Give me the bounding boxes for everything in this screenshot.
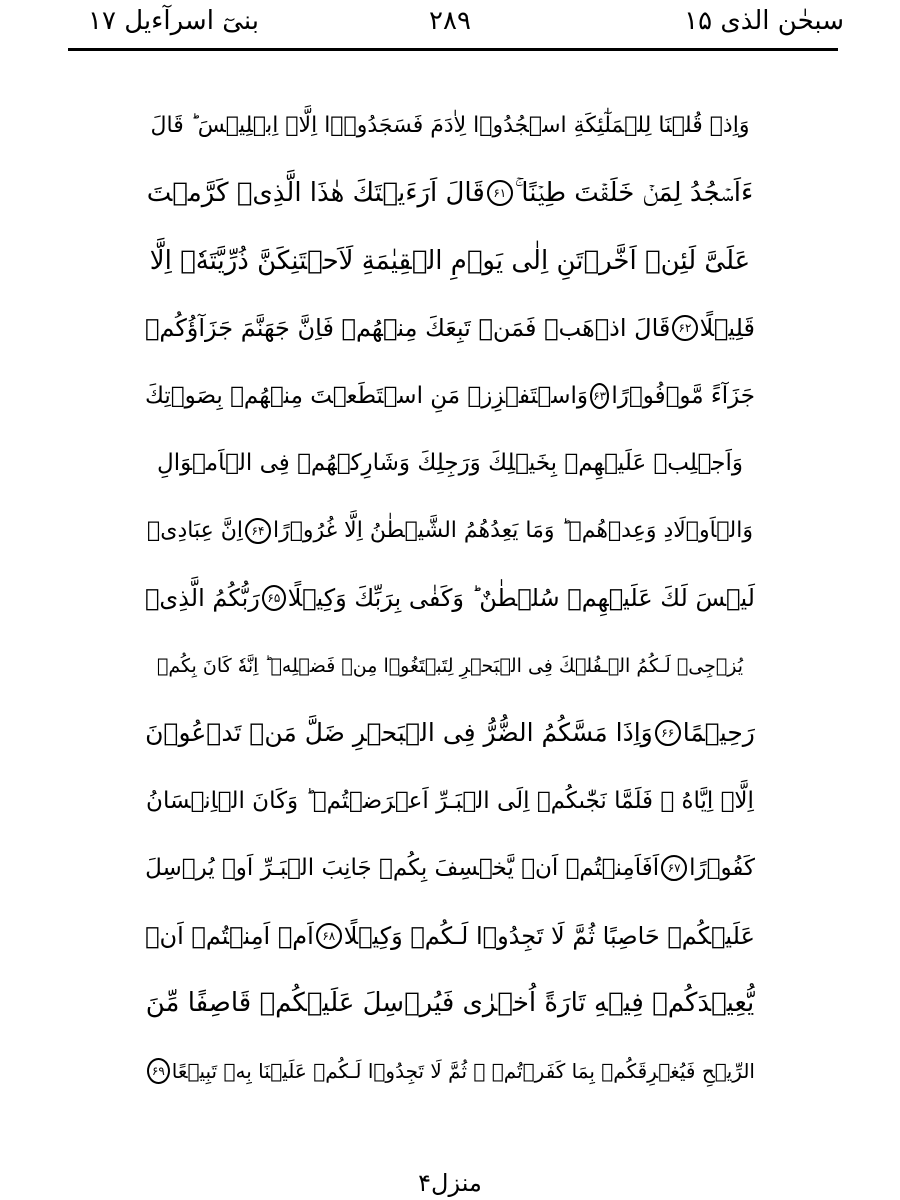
ayah-number-marker: ۶۲ <box>672 315 697 341</box>
text-line <box>145 632 755 700</box>
verse-text: وَاِذۡ قُلۡنَا لِلۡمَلٰٓئِكَةِ اسۡجُدُوۡا لِاٰدَمَ فَسَجَدُوۡۤا اِلَّاۤ اِبۡلِيۡسَ ؕ قَالَ <box>150 112 750 138</box>
text-line <box>145 700 755 768</box>
ayah-number-marker: ۶۴ <box>245 518 271 544</box>
ayah-number-marker: ۶۸ <box>316 923 342 949</box>
header-rule <box>68 48 838 51</box>
verse-text: اَمۡ اَمِنۡتُمۡ اَنۡ <box>145 921 314 950</box>
page-number: ۲۸۹ <box>429 6 471 36</box>
text-line <box>145 565 755 633</box>
verse-text: وَاِذَا مَسَّكُمُ الضُّرُّ فِى الۡبَحۡرِ ضَلَّ مَنۡ تَدۡعُوۡنَ <box>145 718 653 748</box>
text-line <box>145 227 755 295</box>
verse-text: اِلَّاۤ اِيَّاهُ ۚ فَلَمَّا نَجّٰٮكُمۡ اِلَى الۡبَـرِّ اَعۡرَضۡتُمۡ ؕ وَكَانَ الۡاِنۡسَانُ <box>146 787 754 814</box>
text-line <box>145 295 755 363</box>
verse-text: لَيۡسَ لَكَ عَلَيۡهِمۡ سُلۡطٰنٌ ؕ وَكَفٰى بِرَبِّكَ وَكِيۡلًا <box>287 584 755 613</box>
text-line <box>145 835 755 903</box>
text-line <box>145 92 755 160</box>
text-line <box>145 970 755 1038</box>
verse-text: وَالۡاَوۡلَادِ وَعِدۡهُمۡ ؕ وَمَا يَعِدُهُمُ الشَّيۡطٰنُ اِلَّا غُرُوۡرًا <box>272 517 753 543</box>
text-line <box>145 767 755 835</box>
verse-text: قَالَ اَرَءَيۡتَكَ هٰذَا الَّذِىۡ كَرَّمۡتَ <box>146 178 485 209</box>
page-header <box>0 4 900 44</box>
text-line <box>145 902 755 970</box>
verse-text: قَلِيۡلًا <box>699 314 755 343</box>
text-line <box>145 430 755 498</box>
text-line <box>145 497 755 565</box>
verse-text: ءَاَسۡجُدُ لِمَنۡ خَلَقۡتَ طِيۡنًا ۚ <box>514 178 754 209</box>
verse-text: جَزَآءً مَّوۡفُوۡرًا <box>611 382 755 409</box>
verse-text: اِنَّ عِبَادِىۡ <box>147 517 243 543</box>
verse-text: قَالَ اذۡهَبۡ فَمَنۡ تَبِعَكَ مِنۡهُمۡ فَاِنَّ جَهَنَّمَ جَزَآؤُكُمۡ <box>145 314 671 343</box>
juz-name: سبحٰن الذی ۱۵ <box>684 6 844 36</box>
verse-text: رَحِيۡمًا <box>682 718 755 748</box>
verse-text: كَفُوۡرًا <box>689 855 755 882</box>
ayah-number-marker: ۶۹ <box>147 1058 170 1084</box>
verse-text: عَلَىَّ لَئِنۡ اَخَّرۡتَنِ اِلٰى يَوۡمِ الۡقِيٰمَةِ لَاَحۡتَنِكَنَّ ذُرِّيَّتَهٗۤ اِلَّا <box>149 245 751 276</box>
page-footer <box>0 1168 900 1198</box>
ayah-number-marker: ۶۶ <box>655 720 681 746</box>
verse-text: الرِّيۡحِ فَيُغۡرِقَكُمۡ بِمَا كَفَرۡتُمۡ ۙ ثُمَّ لَا تَجِدُوۡا لَـكُمۡ عَلَيۡنَا بِهٖ تَبِيۡعًا <box>171 1058 755 1083</box>
text-line <box>145 160 755 228</box>
ayah-number-marker: ۶۷ <box>661 855 687 881</box>
verse-text: يُزۡجِىۡ لَـكُمُ الۡـفُلۡكَ فِى الۡبَحۡرِ لِتَبۡتَغُوۡا مِنۡ فَضۡلِهٖ ؕ اِنَّهٗ كَانَ بِكُمۡ <box>157 654 744 677</box>
verse-text: عَلَيۡكُمۡ حَاصِبًا ثُمَّ لَا تَجِدُوۡا لَـكُمۡ وَكِيۡلًا <box>343 921 755 950</box>
ayah-number-marker: ۶۱ <box>487 180 513 206</box>
verse-text: وَاَجۡلِبۡ عَلَيۡهِمۡ بِخَيۡلِكَ وَرَجِلِكَ وَشَارِكۡهُمۡ فِى الۡاَمۡوَالِ <box>156 450 744 477</box>
verse-text: وَاسۡتَفۡزِزۡ مَنِ اسۡتَطَعۡتَ مِنۡهُمۡ بِصَوۡتِكَ <box>145 382 588 409</box>
text-line <box>145 362 755 430</box>
surah-name: بنیٓ اسرآءیل ۱۷ <box>88 6 259 36</box>
ayah-number-marker: ۶۳ <box>590 383 609 409</box>
verse-text: رَبُّكُمُ الَّذِىۡ <box>145 584 260 613</box>
manzil-label: منزل۴ <box>418 1169 482 1197</box>
text-line <box>145 1037 755 1105</box>
verse-text: يُّعِيۡدَكُمۡ فِيۡهِ تَارَةً اُخۡرٰى فَيُرۡسِلَ عَلَيۡكُمۡ قَاصِفًا مِّنَ <box>145 988 755 1019</box>
quran-text-body <box>145 92 755 1105</box>
ayah-number-marker: ۶۵ <box>262 585 286 611</box>
verse-text: اَفَاَمِنۡتُمۡ اَنۡ يَّخۡسِفَ بِكُمۡ جَانِبَ الۡبَـرِّ اَوۡ يُرۡسِلَ <box>145 855 660 882</box>
